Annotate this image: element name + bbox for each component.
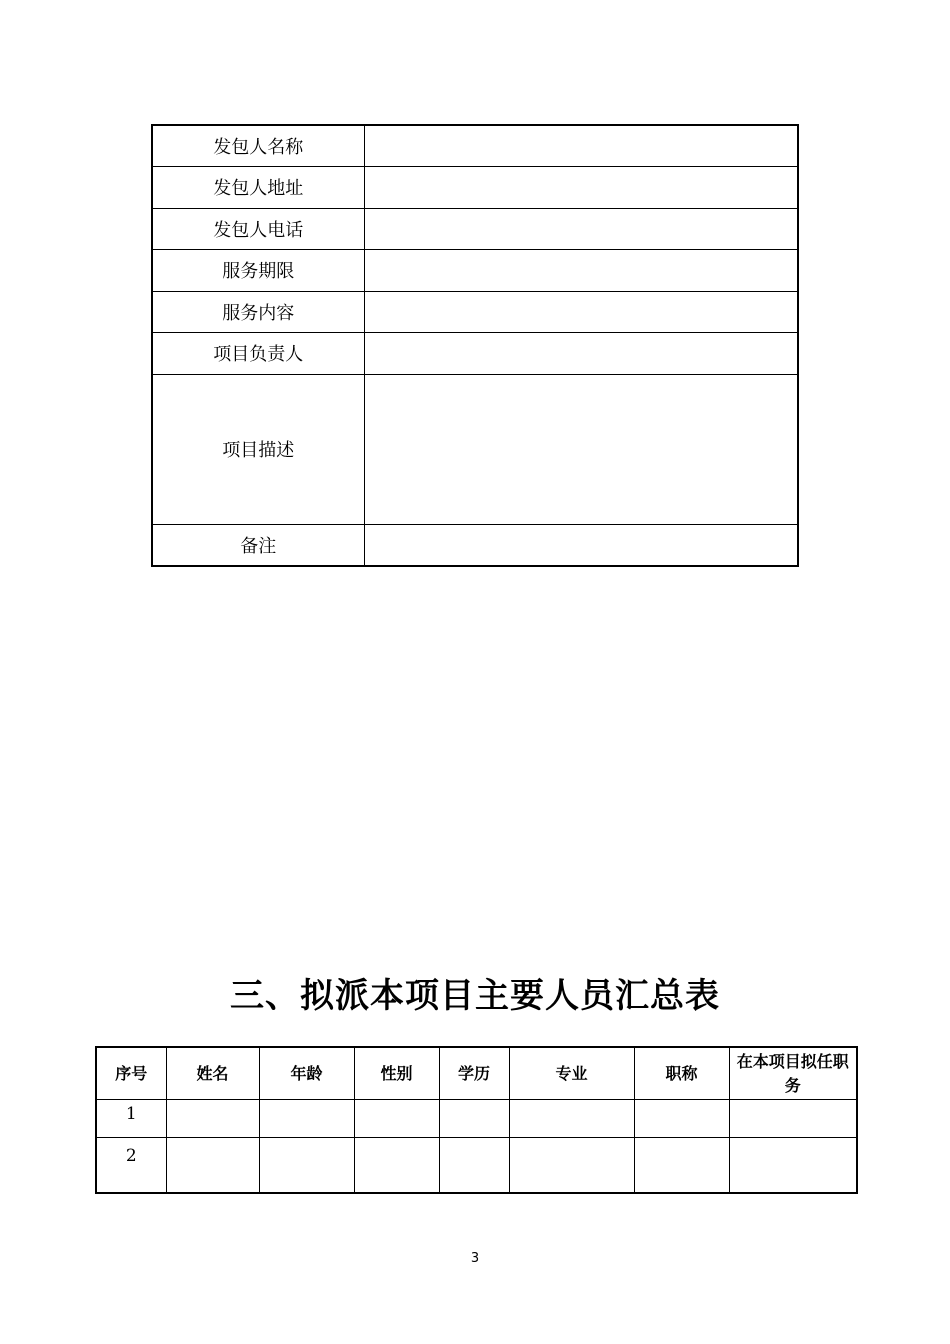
- row-label: 服务内容: [152, 291, 364, 333]
- table-row: [152, 250, 798, 292]
- column-header: 学历: [439, 1047, 509, 1100]
- row-value: [364, 291, 798, 333]
- row-label: 备注: [152, 524, 364, 566]
- empty-cell: [354, 1100, 439, 1138]
- page-number: 3: [470, 1251, 480, 1266]
- staff-summary-table: [95, 1046, 858, 1194]
- empty-cell: [439, 1138, 509, 1194]
- row-label: 服务期限: [152, 250, 364, 292]
- empty-cell: [354, 1138, 439, 1194]
- table-row: [152, 374, 798, 524]
- empty-cell: [166, 1138, 259, 1194]
- empty-cell: [509, 1138, 634, 1194]
- row-number: 2: [96, 1138, 166, 1194]
- empty-cell: [634, 1138, 729, 1194]
- column-header: 职称: [634, 1047, 729, 1100]
- column-header: 性别: [354, 1047, 439, 1100]
- row-value: [364, 374, 798, 524]
- empty-cell: [259, 1138, 354, 1194]
- column-header: 序号: [96, 1047, 166, 1100]
- row-label: 发包人名称: [152, 125, 364, 167]
- row-value: [364, 250, 798, 292]
- table-row: [96, 1138, 857, 1194]
- header-row: [96, 1047, 857, 1100]
- column-header: 姓名: [166, 1047, 259, 1100]
- table-row: [152, 524, 798, 566]
- row-label: 项目描述: [152, 374, 364, 524]
- table-row: [152, 291, 798, 333]
- table-row: [152, 167, 798, 209]
- row-label: 项目负责人: [152, 333, 364, 375]
- empty-cell: [729, 1100, 857, 1138]
- column-header: 在本项目拟任职务: [729, 1047, 857, 1100]
- table-row: [96, 1100, 857, 1138]
- empty-cell: [634, 1100, 729, 1138]
- table-row: [152, 125, 798, 167]
- column-header: 专业: [509, 1047, 634, 1100]
- section-heading: 三、拟派本项目主要人员汇总表: [230, 976, 720, 1016]
- empty-cell: [729, 1138, 857, 1194]
- row-value: [364, 125, 798, 167]
- row-value: [364, 167, 798, 209]
- table-row: [152, 208, 798, 250]
- row-number: 1: [96, 1100, 166, 1138]
- column-header: 年龄: [259, 1047, 354, 1100]
- row-value: [364, 208, 798, 250]
- empty-cell: [166, 1100, 259, 1138]
- table-row: [152, 333, 798, 375]
- row-value: [364, 524, 798, 566]
- empty-cell: [439, 1100, 509, 1138]
- empty-cell: [259, 1100, 354, 1138]
- row-label: 发包人电话: [152, 208, 364, 250]
- empty-cell: [509, 1100, 634, 1138]
- contractor-info-table: [151, 124, 799, 567]
- row-value: [364, 333, 798, 375]
- row-label: 发包人地址: [152, 167, 364, 209]
